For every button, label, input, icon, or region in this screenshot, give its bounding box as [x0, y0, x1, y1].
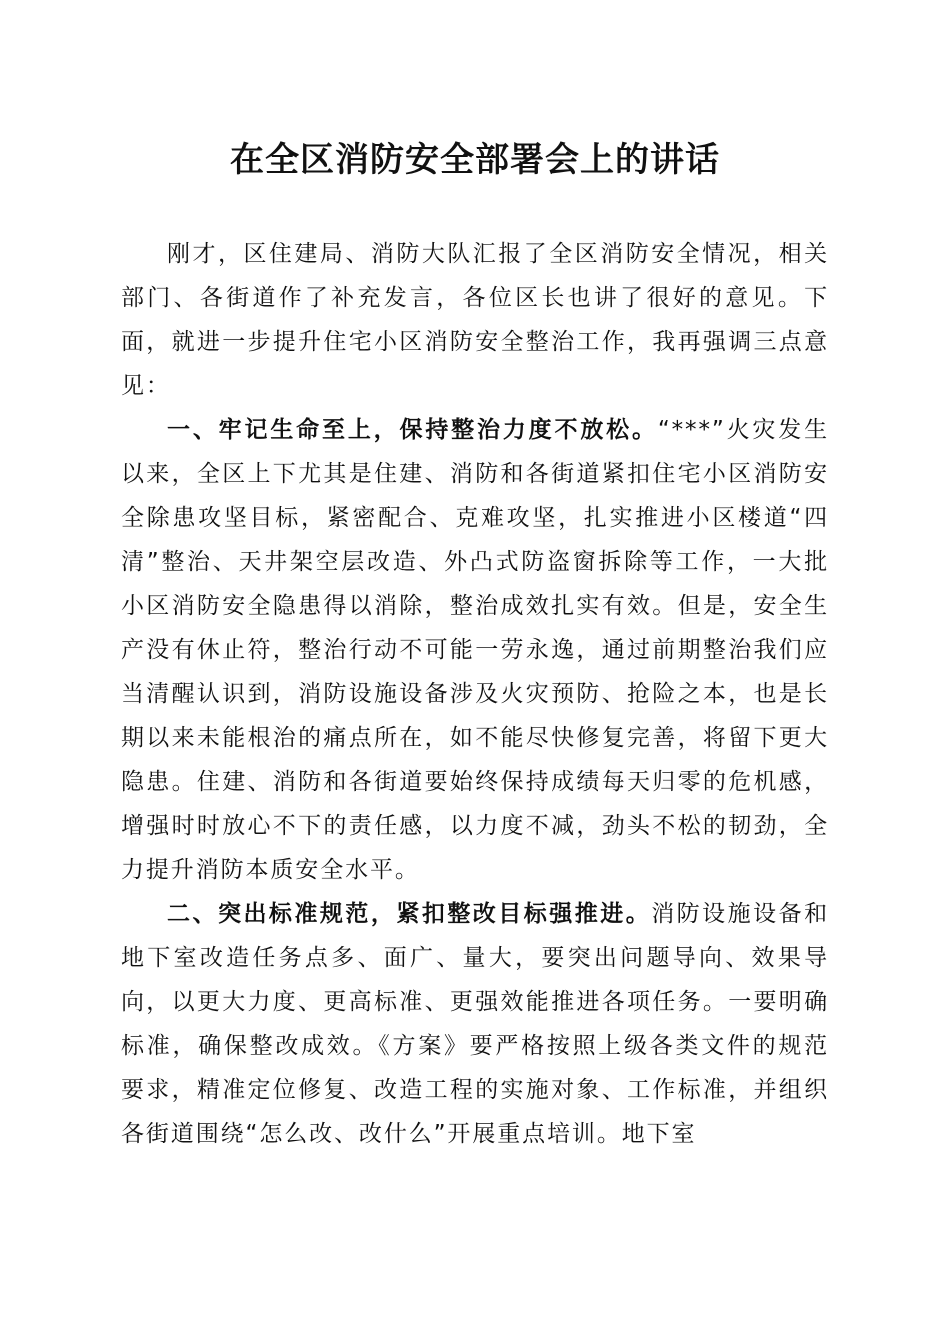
paragraph-section-1: [121, 408, 829, 892]
document-title: 在全区消防安全部署会上的讲话: [230, 140, 720, 180]
section-1-heading: 一、牢记生命至上，保持整治力度不放松。: [167, 417, 658, 443]
section-1-text: “***”火灾发生以来，全区上下尤其是住建、消防和各街道紧扣住宅小区消防安全除患攻坚目标，紧密配合、克难攻坚，扎实推进小区楼道“四清”整治、天井架空层改造、外凸式防盗窗拆除等工作，一大批小区消防安全隐患得以消除，整治成效扎实有效。但是，安全生产没有休止符，整治行动不可能一劳永逸，通过前期整治我们应当清醒认识到，消防设施设备涉及火灾预防、抢险之本，也是长期以来未能根治的痛点所在，如不能尽快修复完善，将留下更大隐患。住建、消防和各街道要始终保持成绩每天归零的危机感，增强时时放心不下的责任感，以力度不减，劲头不松的韧劲，全力提升消防本质安全水平。: [121, 417, 829, 883]
paragraph-intro-text: 刚才，区住建局、消防大队汇报了全区消防安全情况，相关部门、各街道作了补充发言，各位区长也讲了很好的意见。下面，就进一步提升住宅小区消防安全整治工作，我再强调三点意见：: [121, 241, 829, 399]
section-2-text: 消防设施设备和地下室改造任务点多、面广、量大，要突出问题导向、效果导向，以更大力度、更高标准、更强效能推进各项任务。一要明确标准，确保整改成效。《方案》要严格按照上级各类文件的规范要求，精准定位修复、改造工程的实施对象、工作标准，并组织各街道围绕“怎么改、改什么”开展重点培训。地下室: [121, 901, 829, 1147]
paragraph-intro: [121, 232, 829, 408]
paragraph-section-2: [121, 892, 829, 1156]
section-2-heading: 二、突出标准规范，紧扣整改目标强推进。: [167, 901, 652, 927]
document-body: [121, 232, 829, 1156]
